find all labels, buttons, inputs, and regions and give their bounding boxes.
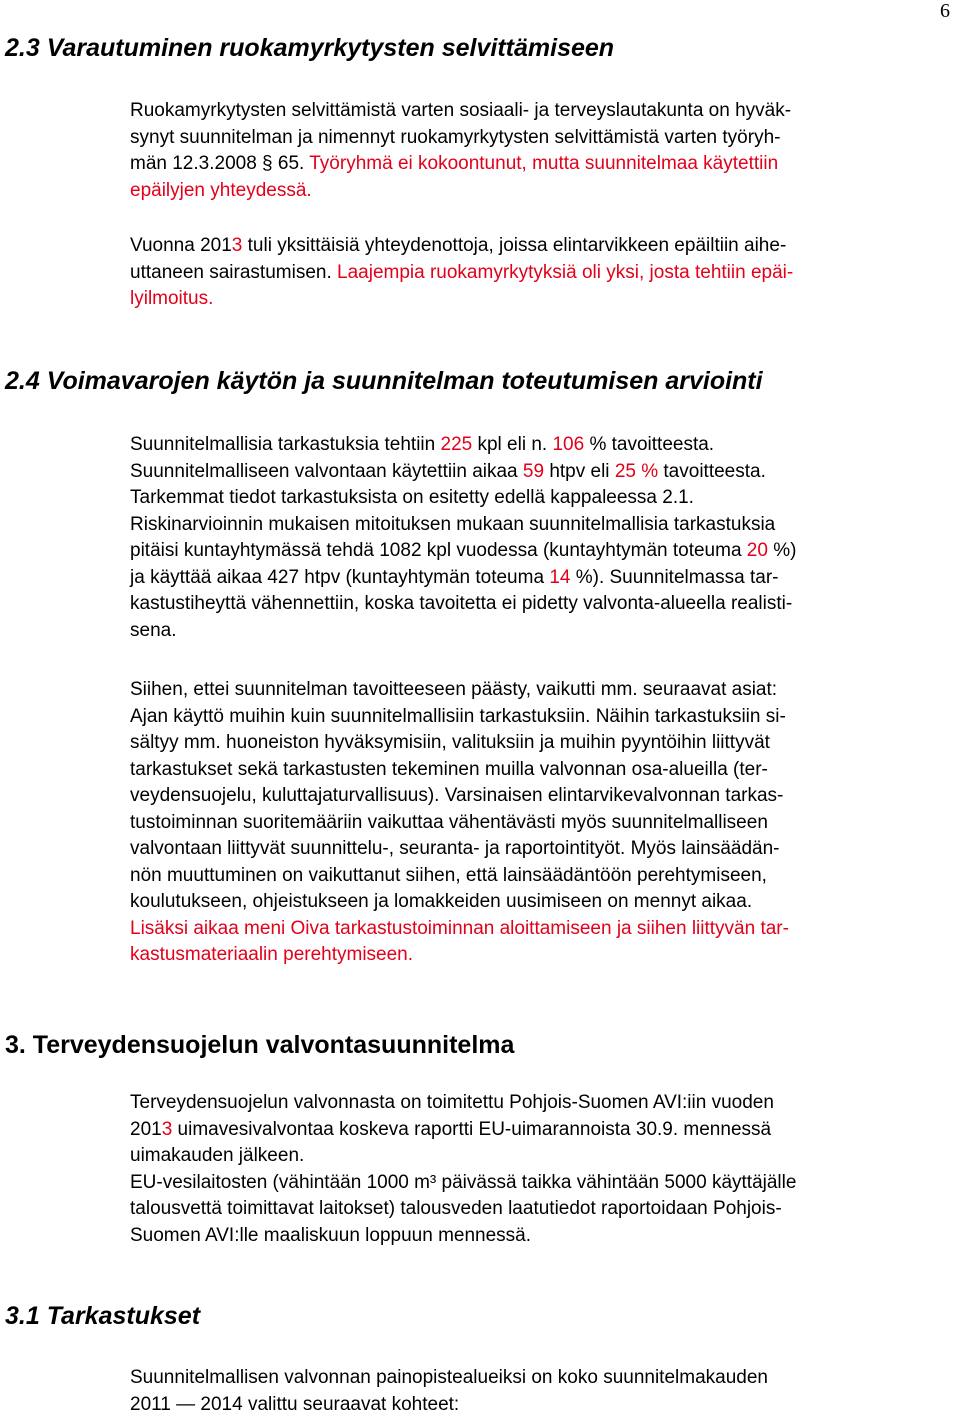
text-line: män 12.3.2008 § 65. Työryhmä ei kokoontunut, mutta suunnitelmaa käytettiin [130, 151, 960, 178]
section-2-3-paragraph-2 [130, 233, 960, 313]
highlighted-text: 3 [162, 1119, 173, 1140]
highlighted-text: 225 [441, 434, 473, 455]
text-line: Terveydensuojelun valvonnasta on toimitettu Pohjois-Suomen AVI:iin vuoden [130, 1090, 960, 1117]
text-line: uimakauden jälkeen. [130, 1143, 960, 1170]
text-line: valvontaan liittyvät suunnittelu-, seuranta- ja raportointityöt. Myös lainsäädän- [130, 836, 960, 863]
text-line: koulutukseen, ohjeistukseen ja lomakkeiden uusimiseen on mennyt aikaa. [130, 889, 960, 916]
section-2-4-paragraph-2 [130, 677, 960, 969]
text-line: pitäisi kuntayhtymässä tehdä 1082 kpl vuodessa (kuntayhtymän toteuma 20 %) [130, 538, 960, 565]
text-line: Suunnitelmallisen valvonnan painopistealueiksi on koko suunnitelmakauden [130, 1365, 960, 1392]
highlighted-text: Lisäksi aikaa meni Oiva tarkastustoiminnan aloittamiseen ja siihen liittyvän tar- [130, 916, 960, 943]
highlighted-text: Työryhmä ei kokoontunut, mutta suunnitelmaa käytettiin [309, 153, 778, 174]
text-line: talousvettä toimittavat laitokset) talousveden laatutiedot raportoidaan Pohjois- [130, 1196, 960, 1223]
section-2-3-paragraph-1 [130, 98, 960, 204]
text-line: tustoiminnan suoritemääriin vaikuttaa vähentävästi myös suunnitelmalliseen [130, 810, 960, 837]
text-line: Tarkemmat tiedot tarkastuksista on esitetty edellä kappaleessa 2.1. [130, 485, 960, 512]
highlighted-text: 3 [232, 235, 243, 256]
text-line: sältyy mm. huoneiston hyväksymisiin, valituksiin ja muihin pyyntöihin liittyvät [130, 730, 960, 757]
text-line: Suomen AVI:lle maaliskuun loppuun mennessä. [130, 1223, 960, 1250]
text-line: Vuonna 2013 tuli yksittäisiä yhteydenottoja, joissa elintarvikkeen epäiltiin aihe- [130, 233, 960, 260]
text-line: veydensuojelu, kuluttajaturvallisuus). Varsinaisen elintarvikevalvonnan tarkas- [130, 783, 960, 810]
highlighted-text: kastusmateriaalin perehtymiseen. [130, 942, 960, 969]
text-line: nön muuttuminen on vaikuttanut siihen, että lainsäädäntöön perehtymiseen, [130, 863, 960, 890]
highlighted-text: epäilyjen yhteydessä. [130, 178, 960, 205]
section-2-4-paragraph-1 [130, 432, 960, 644]
page-number: 6 [940, 0, 950, 23]
section-3-heading: 3. Terveydensuojelun valvontasuunnitelma [5, 1031, 514, 1060]
text-line: kastustiheyttä vähennettiin, koska tavoitetta ei pidetty valvonta-alueella realisti- [130, 591, 960, 618]
text-line: EU-vesilaitosten (vähintään 1000 m³ päivässä taikka vähintään 5000 käyttäjälle [130, 1170, 960, 1197]
text-line: Suunnitelmallisia tarkastuksia tehtiin 225 kpl eli n. 106 % tavoitteesta. [130, 432, 960, 459]
highlighted-text: lyilmoitus. [130, 286, 960, 313]
highlighted-text: 20 [747, 540, 768, 561]
text-line: 2013 uimavesivalvontaa koskeva raportti EU-uimarannoista 30.9. mennessä [130, 1117, 960, 1144]
text-line: ja käyttää aikaa 427 htpv (kuntayhtymän toteuma 14 %). Suunnitelmassa tar- [130, 565, 960, 592]
text-line: Riskinarvioinnin mukaisen mitoituksen mukaan suunnitelmallisia tarkastuksia [130, 512, 960, 539]
highlighted-text: 106 [552, 434, 584, 455]
text-line: synyt suunnitelman ja nimennyt ruokamyrkytysten selvittämistä varten työryh- [130, 125, 960, 152]
text-line: uttaneen sairastumisen. Laajempia ruokamyrkytyksiä oli yksi, josta tehtiin epäi- [130, 260, 960, 287]
highlighted-text: 59 [523, 461, 544, 482]
text-line: Ajan käyttö muihin kuin suunnitelmallisiin tarkastuksiin. Näihin tarkastuksiin si- [130, 704, 960, 731]
section-2-4-heading: 2.4 Voimavarojen käytön ja suunnitelman toteutumisen arviointi [5, 367, 763, 396]
highlighted-text: Laajempia ruokamyrkytyksiä oli yksi, josta tehtiin epäi- [337, 262, 793, 283]
section-3-1-heading: 3.1 Tarkastukset [5, 1302, 200, 1331]
highlighted-text: 14 [549, 567, 570, 588]
text-line: 2011 — 2014 valittu seuraavat kohteet: [130, 1392, 960, 1418]
text-line: Siihen, ettei suunnitelman tavoitteeseen päästy, vaikutti mm. seuraavat asiat: [130, 677, 960, 704]
highlighted-text: 25 % [615, 461, 658, 482]
text-line: Ruokamyrkytysten selvittämistä varten sosiaali- ja terveyslautakunta on hyväk- [130, 98, 960, 125]
text-line: Suunnitelmalliseen valvontaan käytettiin aikaa 59 htpv eli 25 % tavoitteesta. [130, 459, 960, 486]
text-line: sena. [130, 618, 960, 645]
section-2-3-heading: 2.3 Varautuminen ruokamyrkytysten selvittämiseen [5, 34, 614, 63]
section-3-1-paragraph-1 [130, 1365, 960, 1418]
text-line: tarkastukset sekä tarkastusten tekeminen muilla valvonnan osa-alueilla (ter- [130, 757, 960, 784]
section-3-paragraph-1 [130, 1090, 960, 1249]
